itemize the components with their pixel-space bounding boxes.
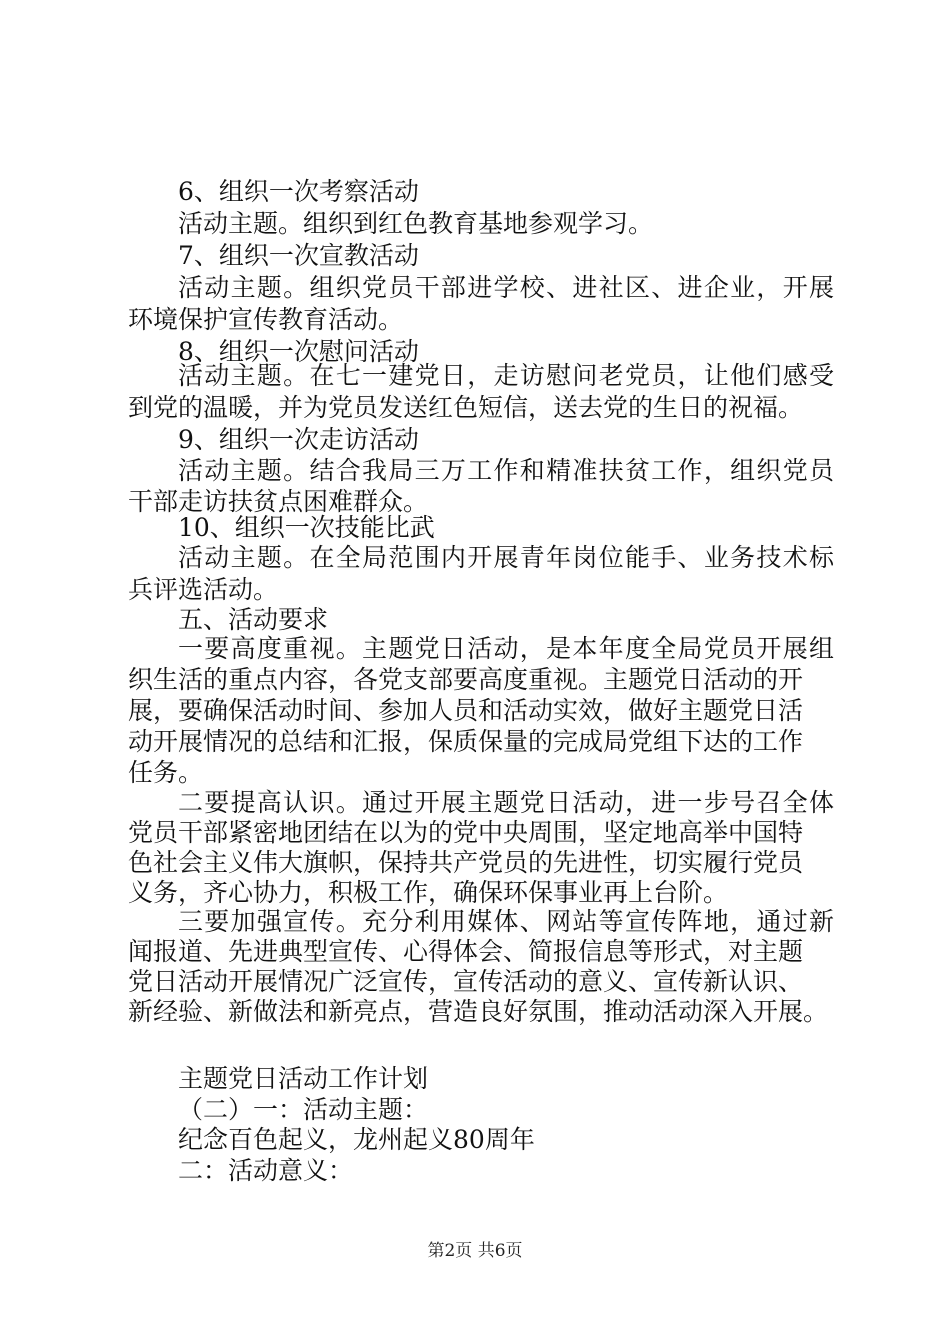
text-line: 到党的温暖，并为党员发送红色短信，送去党的生日的祝福。 (128, 393, 804, 422)
text-line: 干部走访扶贫点困难群众。 (128, 487, 429, 516)
text-line: 活动主题。在七一建党日，走访慰问老党员，让他们感受 (178, 361, 834, 390)
text-line: （二）一：活动主题： (178, 1095, 429, 1124)
text-line: 任务。 (128, 758, 204, 787)
text-line: 兵评选活动。 (128, 575, 279, 604)
text-line: 纪念百色起义，龙州起义80周年 (178, 1125, 535, 1154)
text-line: 织生活的重点内容，各党支部要高度重视。主题党日活动的开 (128, 665, 804, 694)
text-line: 党日活动开展情况广泛宣传，宣传活动的意义、宣传新认识、 (128, 967, 804, 996)
text-line: 7、组织一次宣教活动 (178, 241, 419, 270)
text-line: 闻报道、先进典型宣传、心得体会、简报信息等形式，对主题 (128, 937, 804, 966)
text-line: 9、组织一次走访活动 (178, 425, 419, 454)
text-line: 党员干部紧密地团结在以为的党中央周围，坚定地高举中国特 (128, 818, 804, 847)
text-line: 活动主题。组织到红色教育基地参观学习。 (178, 209, 654, 238)
text-line: 二要提高认识。通过开展主题党日活动，进一步号召全体 (178, 788, 834, 817)
text-line: 义务，齐心协力，积极工作，确保环保事业再上台阶。 (128, 878, 729, 907)
text-line: 8、组织一次慰问活动 (178, 337, 419, 366)
text-line: 色社会主义伟大旗帜，保持共产党员的先进性，切实履行党员 (128, 848, 804, 877)
text-line: 活动主题。组织党员干部进学校、进社区、进企业，开展 (178, 273, 834, 302)
text-line: 活动主题。在全局范围内开展青年岗位能手、业务技术标 (178, 543, 834, 572)
text-line: 新经验、新做法和新亮点，营造良好氛围，推动活动深入开展。 (128, 997, 829, 1026)
text-line: 动开展情况的总结和汇报，保质保量的完成局党组下达的工作 (128, 727, 804, 756)
section-title: 主题党日活动工作计划 (178, 1064, 429, 1093)
text-line: 6、组织一次考察活动 (178, 177, 419, 206)
text-line: 展，要确保活动时间、参加人员和活动实效，做好主题党日活 (128, 696, 804, 725)
text-line: 环境保护宣传教育活动。 (128, 305, 404, 334)
page-number-footer: 第2页 共6页 (427, 1241, 523, 1261)
text-line: 10、组织一次技能比武 (178, 513, 435, 542)
text-line: 活动主题。结合我局三万工作和精准扶贫工作，组织党员 (178, 456, 834, 485)
text-line: 一要高度重视。主题党日活动，是本年度全局党员开展组 (178, 634, 834, 663)
text-line: 二：活动意义： (178, 1156, 354, 1185)
text-line: 五、活动要求 (178, 605, 329, 634)
text-line: 三要加强宣传。充分利用媒体、网站等宣传阵地，通过新 (178, 907, 834, 936)
